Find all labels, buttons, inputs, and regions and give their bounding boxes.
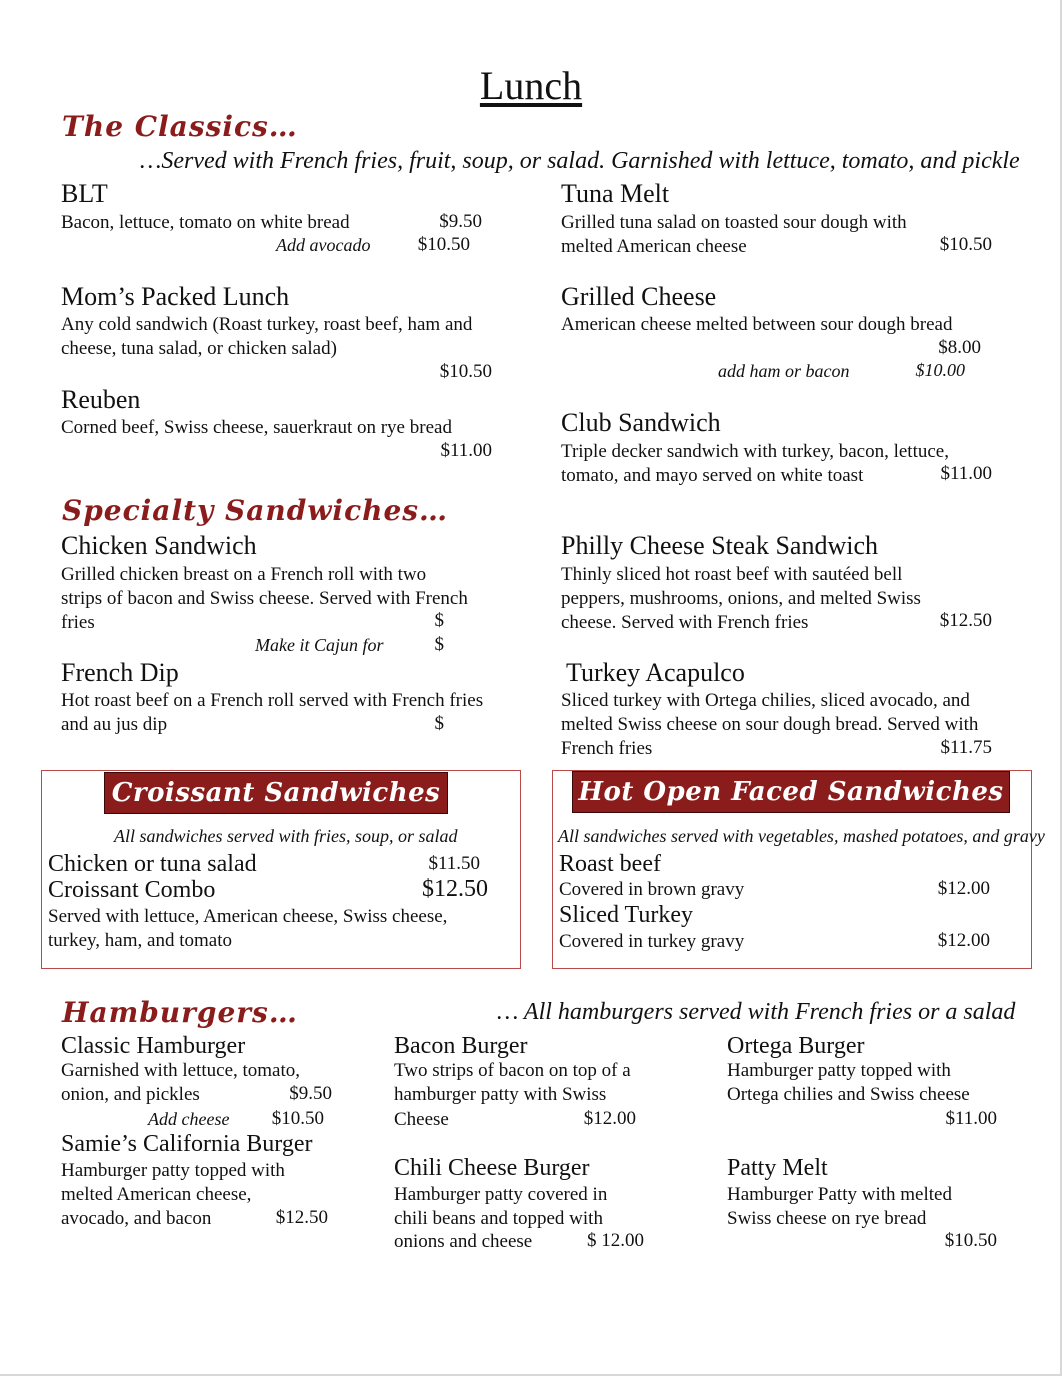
hot-open-item2-name: Sliced Turkey [559,902,694,928]
section-heading-specialty: Specialty Sandwiches… [62,494,449,527]
hot-open-item2-desc: Covered in turkey gravy [559,931,745,952]
item-name-chicken-sandwich: Chicken Sandwich [61,531,257,560]
item-price-tuna-melt: $10.50 [939,234,992,255]
hot-open-item1-name: Roast beef [559,851,661,877]
item-name-ortega-burger: Ortega Burger [727,1033,865,1059]
item-price-classic-hamburger: $9.50 [289,1083,332,1104]
item-desc-ortega-line2: Ortega chilies and Swiss cheese [727,1084,970,1105]
item-price-blt: $9.50 [439,211,482,232]
item-price-reuben: $11.00 [440,440,492,461]
item-desc-chicken-sandwich: Grilled chicken breast on a French roll with two strips of bacon and Swiss cheese. Served with French fries [61,564,468,633]
hot-open-item1-price: $12.00 [937,878,990,899]
item-desc-turkey-acapulco: Sliced turkey with Ortega chilies, sliced avocado, and melted Swiss cheese on sour dough bread. Served with French fries [561,690,979,759]
item-desc-chili-line2: chili beans and topped with [394,1208,603,1229]
item-price-chili-cheese-burger: $ 12.00 [587,1230,644,1251]
item-price-french-dip: $ [434,713,444,734]
item-name-chili-cheese-burger: Chili Cheese Burger [394,1155,590,1181]
item-desc-chili-line3: onions and cheese [394,1231,533,1252]
item-name-bacon-burger: Bacon Burger [394,1033,528,1059]
item-price-ortega-burger: $11.00 [945,1108,997,1129]
item-price-patty-melt: $10.50 [944,1230,997,1251]
hot-open-item2-price: $12.00 [937,930,990,951]
croissant-banner: Croissant Sandwiches [104,772,448,814]
croissant-item1-name: Chicken or tuna salad [48,851,257,877]
item-desc-bacon-line1: Two strips of bacon on top of a [394,1060,631,1081]
croissant-item2-name: Croissant Combo [48,877,216,903]
item-price-chicken-sandwich: $ [434,610,444,631]
croissant-note: All sandwiches served with fries, soup, or salad [114,826,458,846]
item-desc-french-dip: Hot roast beef on a French roll served with French fries and au jus dip [61,690,484,735]
addon-label-classic-hamburger: Add cheese [148,1109,230,1129]
classics-subtitle: …Served with French fries, fruit, soup, or salad. Garnished with lettuce, tomato, and pickle [140,148,1020,174]
item-desc-bacon-line3: Cheese [394,1109,449,1130]
item-desc-grilled-cheese: American cheese melted between sour dough bread [561,314,953,335]
hamburgers-subtitle: … All hamburgers served with French fries or a salad [497,999,1016,1025]
item-desc-samies-line2: melted American cheese, [61,1184,252,1205]
item-name-grilled-cheese: Grilled Cheese [561,282,717,311]
item-desc-patty-melt-line1: Hamburger Patty with melted [727,1184,952,1205]
croissant-item1-price: $11.50 [428,853,480,874]
item-name-tuna-melt: Tuna Melt [561,179,670,208]
item-price-samies-burger: $12.50 [275,1207,328,1228]
item-desc-samies-line3: avocado, and bacon [61,1208,212,1229]
item-name-french-dip: French Dip [61,658,179,687]
item-desc-classic-line1: Garnished with lettuce, tomato, [61,1060,301,1081]
item-desc-ortega-line1: Hamburger patty topped with [727,1060,951,1081]
page-title: Lunch [479,63,583,108]
item-desc-bacon-line2: hamburger patty with Swiss [394,1084,607,1105]
item-desc-classic-line2: onion, and pickles [61,1084,200,1105]
hot-open-item1-desc: Covered in brown gravy [559,879,745,900]
item-name-moms-lunch: Mom’s Packed Lunch [61,282,290,311]
addon-price-grilled-cheese: $10.00 [915,360,965,380]
item-price-grilled-cheese: $8.00 [938,337,981,358]
item-name-samies-burger: Samie’s California Burger [61,1131,313,1157]
item-price-bacon-burger: $12.00 [583,1108,636,1129]
item-name-blt: BLT [61,179,108,208]
item-price-turkey-acapulco: $11.75 [940,737,992,758]
item-name-reuben: Reuben [61,385,141,414]
item-name-turkey-acapulco: Turkey Acapulco [566,658,745,687]
item-desc-moms-lunch: Any cold sandwich (Roast turkey, roast beef, ham and cheese, tuna salad, or chicken salad) [61,314,473,359]
item-desc-tuna-melt: Grilled tuna salad on toasted sour dough with melted American cheese [561,212,907,257]
addon-price-blt: $10.50 [417,234,470,255]
item-name-classic-hamburger: Classic Hamburger [61,1033,246,1059]
addon-label-grilled-cheese: add ham or bacon [718,361,850,381]
item-desc-patty-melt-line2: Swiss cheese on rye bread [727,1208,927,1229]
section-heading-hamburgers: Hamburgers… [62,996,298,1029]
item-desc-blt: Bacon, lettuce, tomato on white bread [61,212,350,233]
item-desc-reuben: Corned beef, Swiss cheese, sauerkraut on rye bread [61,417,452,438]
item-price-philly: $12.50 [939,610,992,631]
item-name-philly: Philly Cheese Steak Sandwich [561,531,879,560]
item-price-moms-lunch: $10.50 [439,361,492,382]
croissant-item2-price: $12.50 [422,876,488,902]
item-name-club: Club Sandwich [561,408,721,437]
item-name-patty-melt: Patty Melt [727,1155,828,1181]
hot-open-banner: Hot Open Faced Sandwiches [572,771,1010,813]
addon-price-chicken-sandwich: $ [434,634,444,655]
item-desc-samies-line1: Hamburger patty topped with [61,1160,285,1181]
item-desc-chili-line1: Hamburger patty covered in [394,1184,608,1205]
addon-label-blt: Add avocado [276,235,371,255]
item-desc-philly: Thinly sliced hot roast beef with sautéed bell peppers, mushrooms, onions, and melted Swiss cheese. Served with French fries [561,564,921,633]
addon-label-chicken-sandwich: Make it Cajun for [255,635,384,655]
addon-price-classic-hamburger: $10.50 [271,1108,324,1129]
croissant-item2-desc: Served with lettuce, American cheese, Swiss cheese, turkey, ham, and tomato [48,906,448,951]
item-desc-club: Triple decker sandwich with turkey, bacon, lettuce, tomato, and mayo served on white toast [561,441,949,486]
section-heading-classics: The Classics… [62,110,298,143]
hot-open-note: All sandwiches served with vegetables, mashed potatoes, and gravy [558,826,1045,846]
item-price-club: $11.00 [940,463,992,484]
